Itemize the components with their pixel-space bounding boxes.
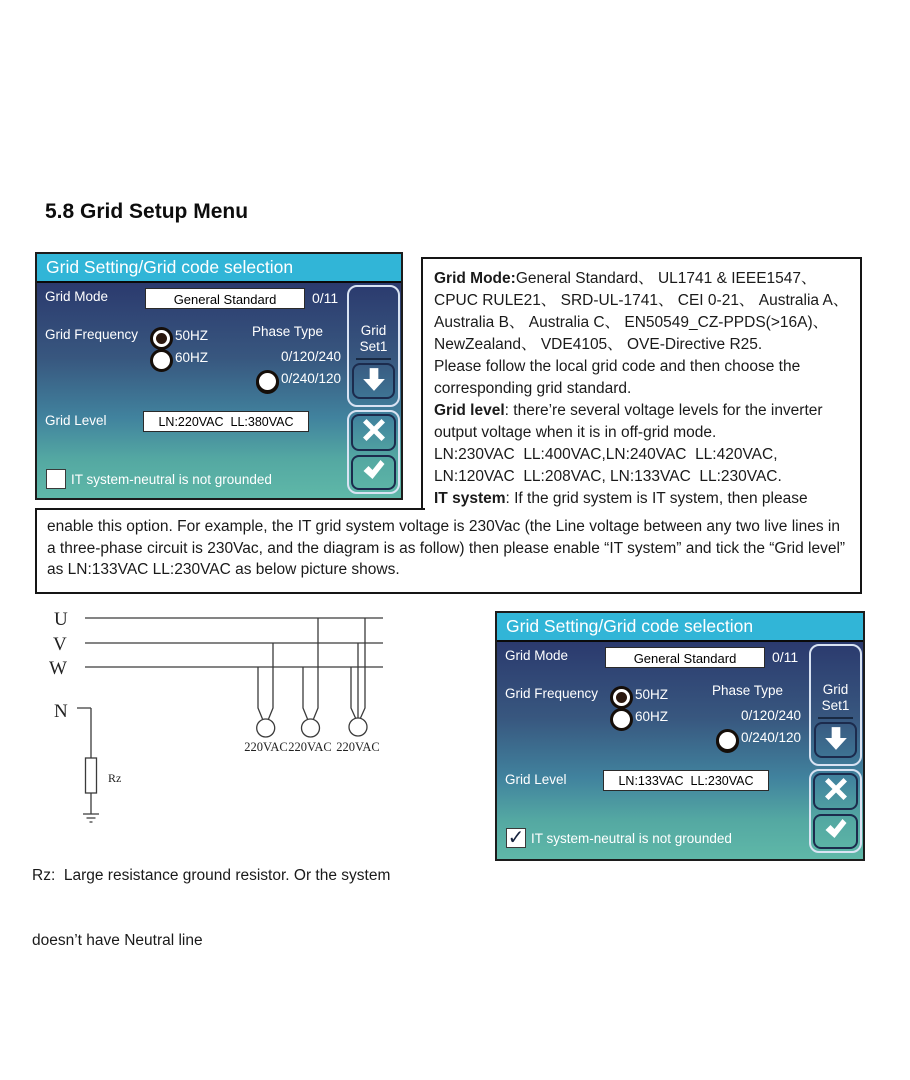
close-icon bbox=[362, 418, 386, 447]
phase-v-label: V bbox=[53, 634, 67, 655]
scroll-down-button[interactable] bbox=[814, 722, 857, 758]
grid-setting-panel-1 bbox=[35, 252, 403, 500]
it-system-checkbox[interactable]: ✓ bbox=[507, 825, 525, 849]
info-line: LN:120VAC LL:208VAC, LN:133VAC LL:230VAC. bbox=[434, 468, 782, 485]
radio-phase-0-240-120[interactable] bbox=[716, 729, 739, 752]
section-title: 5.8 Grid Setup Menu bbox=[45, 200, 249, 223]
phase-w-label: W bbox=[49, 658, 67, 679]
radio-phase-0-120-240-label: 0/120/240 bbox=[741, 708, 802, 723]
close-icon bbox=[824, 777, 848, 806]
info-line: Grid Mode:General Standard、 UL1741 & IEEE1547、 bbox=[434, 270, 817, 287]
radio-phase-0-240-120[interactable] bbox=[256, 370, 279, 393]
radio-phase-0-120-240-label: 0/120/240 bbox=[281, 349, 342, 364]
grid-mode-label: Grid Mode bbox=[45, 289, 109, 304]
info-line: Please follow the local grid code and then choose the bbox=[434, 358, 801, 375]
caption-line2: doesn’t have Neutral line bbox=[32, 931, 203, 949]
grid-set-label-line1: Grid bbox=[822, 682, 849, 697]
confirm-icon bbox=[823, 817, 848, 846]
grid-set-label-line1: Grid bbox=[360, 323, 387, 338]
phase-type-label: Phase Type bbox=[252, 324, 324, 339]
lamp2-symbol bbox=[302, 719, 320, 737]
radio-phase-0-240-120-label: 0/240/120 bbox=[281, 371, 342, 386]
lamp1-symbol bbox=[257, 719, 275, 737]
neutral-label: N bbox=[54, 701, 68, 722]
grid-level-value-box[interactable]: LN:133VAC LL:230VAC bbox=[603, 770, 769, 791]
divider bbox=[356, 358, 391, 360]
lamp1-leads bbox=[258, 643, 273, 719]
lamp3-voltage-label: 220VAC bbox=[336, 740, 380, 754]
grid-frequency-label: Grid Frequency bbox=[45, 327, 139, 342]
grid-set-label-line2: Set1 bbox=[359, 339, 388, 354]
grid-level-label: Grid Level bbox=[505, 772, 567, 787]
grid-mode-label: Grid Mode bbox=[505, 648, 569, 663]
grid-set-group bbox=[347, 285, 400, 407]
info-line: LN:230VAC LL:400VAC,LN:240VAC LL:420VAC, bbox=[434, 446, 778, 463]
confirm-cancel-group bbox=[809, 769, 862, 853]
info-line: CPUC RULE21、 SRD-UL-1741、 CEI 0-21、 Australia A、 bbox=[434, 292, 849, 309]
cancel-button[interactable] bbox=[351, 414, 396, 451]
panel-title: Grid Setting/Grid code selection bbox=[37, 254, 401, 283]
grid-level-value-box[interactable]: LN:220VAC LL:380VAC bbox=[143, 411, 309, 432]
scroll-down-button[interactable] bbox=[352, 363, 395, 399]
grid-setting-panel-2 bbox=[495, 611, 865, 861]
lamp1-voltage-label: 220VAC bbox=[244, 740, 288, 754]
diagram-caption bbox=[32, 822, 390, 994]
info-line: Grid level: there’re several voltage levels for the inverter bbox=[434, 402, 823, 419]
radio-50hz[interactable] bbox=[610, 686, 633, 709]
caption-line1: Rz: Large resistance ground resistor. Or the system bbox=[32, 867, 391, 884]
resistor-label: Rz bbox=[108, 771, 122, 785]
confirm-icon bbox=[361, 458, 386, 487]
panel-body bbox=[37, 283, 401, 498]
info-line: Australia B、 Australia C、 EN50549_CZ-PPDS(>16A)、 bbox=[434, 314, 829, 331]
it-grid-wiring-diagram bbox=[40, 600, 400, 835]
info-line: corresponding grid standard. bbox=[434, 380, 632, 397]
grid-level-label: Grid Level bbox=[45, 413, 107, 428]
lamp2-voltage-label: 220VAC bbox=[288, 740, 332, 754]
down-arrow-icon bbox=[361, 366, 387, 397]
it-system-checkbox-label: IT system-neutral is not grounded bbox=[531, 831, 732, 846]
grid-mode-index: 0/11 bbox=[772, 649, 799, 665]
down-arrow-icon bbox=[823, 725, 849, 756]
radio-50hz-label: 50HZ bbox=[175, 328, 209, 343]
divider bbox=[818, 717, 853, 719]
grid-frequency-label: Grid Frequency bbox=[505, 686, 599, 701]
cancel-button[interactable] bbox=[813, 773, 858, 810]
grid-mode-info-box bbox=[421, 257, 862, 510]
radio-phase-0-240-120-label: 0/240/120 bbox=[741, 730, 802, 745]
lamp3-leads bbox=[351, 618, 365, 718]
grid-mode-index: 0/11 bbox=[312, 290, 339, 306]
radio-50hz-label: 50HZ bbox=[635, 687, 669, 702]
radio-50hz[interactable] bbox=[150, 327, 173, 350]
it-system-checkbox[interactable] bbox=[46, 469, 66, 489]
grid-mode-value-box[interactable]: General Standard bbox=[605, 647, 765, 668]
phase-type-label: Phase Type bbox=[712, 683, 784, 698]
info-line: NewZealand、 VDE4105、 OVE-Directive R25. bbox=[434, 336, 763, 353]
confirm-button[interactable] bbox=[351, 455, 396, 490]
grid-set-group bbox=[809, 644, 862, 766]
radio-60hz-label: 60HZ bbox=[635, 709, 669, 724]
lamp3-symbol bbox=[349, 718, 367, 736]
radio-60hz[interactable] bbox=[610, 708, 633, 731]
it-system-note-box bbox=[35, 510, 862, 594]
radio-60hz-label: 60HZ bbox=[175, 350, 209, 365]
grid-mode-value-box[interactable]: General Standard bbox=[145, 288, 305, 309]
phase-lines bbox=[85, 618, 383, 667]
radio-60hz[interactable] bbox=[150, 349, 173, 372]
resistor-symbol bbox=[86, 758, 97, 793]
phase-u-label: U bbox=[54, 609, 68, 630]
info-line: output voltage when it is in off-grid mode. bbox=[434, 424, 717, 441]
confirm-button[interactable] bbox=[813, 814, 858, 849]
lamp2-leads bbox=[303, 618, 318, 719]
it-system-note-text: enable this option. For example, the IT grid system voltage is 230Vac (the Line voltage between any two live lines in a three-phase circuit is 230Vac, and the diagram is as follow) then please enable “IT system” and tick the “Grid level” as LN:133VAC LL:230VAC as below picture shows. bbox=[47, 518, 846, 578]
it-system-checkbox-label: IT system-neutral is not grounded bbox=[71, 472, 272, 487]
info-line: IT system: If the grid system is IT system, then please bbox=[434, 490, 808, 507]
panel-body bbox=[497, 642, 863, 859]
grid-set-label-line2: Set1 bbox=[821, 698, 850, 713]
confirm-cancel-group bbox=[347, 410, 400, 494]
panel-title: Grid Setting/Grid code selection bbox=[497, 613, 863, 642]
